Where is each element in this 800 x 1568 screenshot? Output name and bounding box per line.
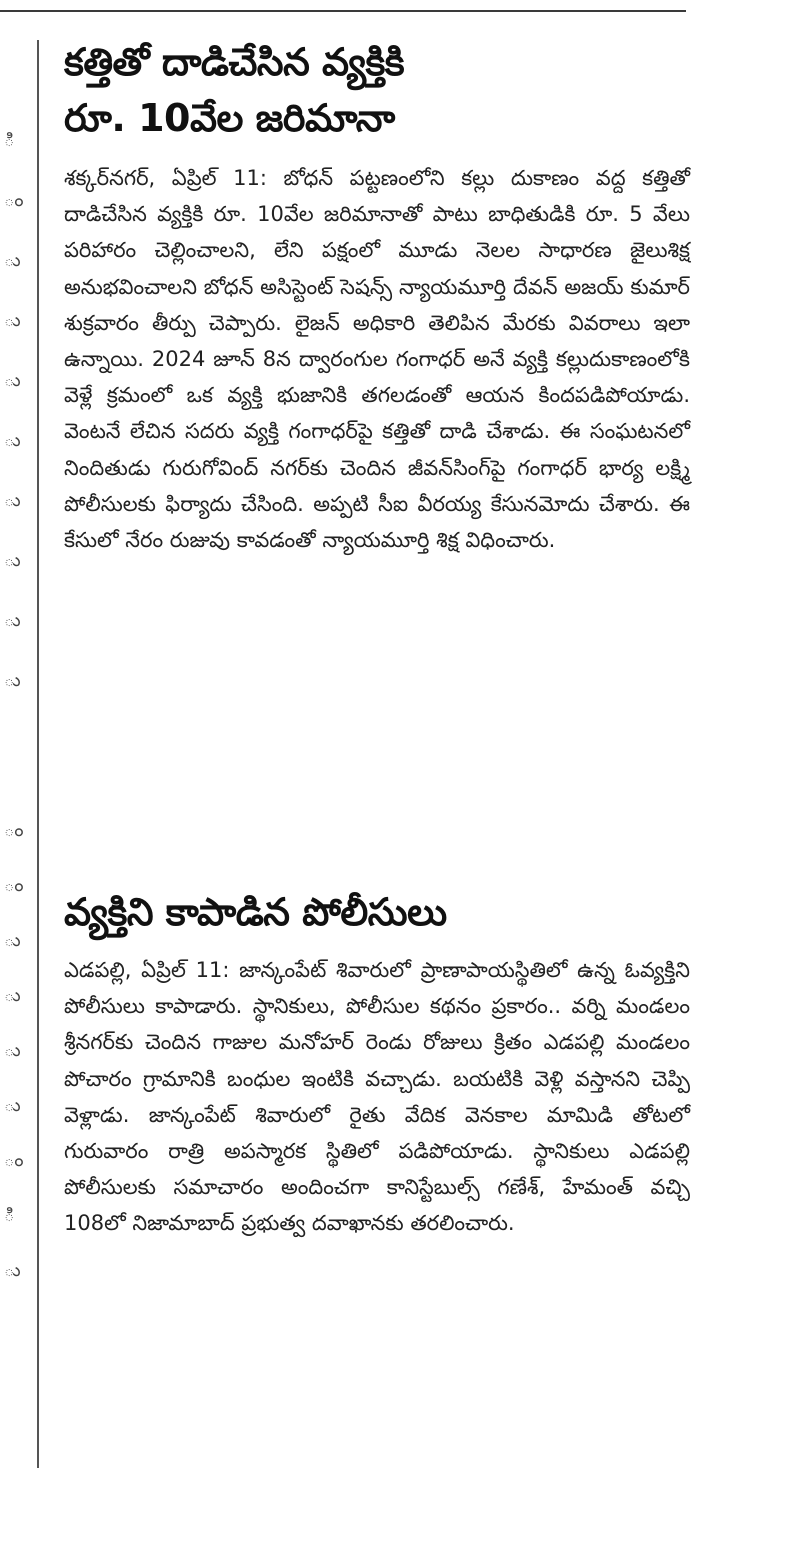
headline <box>64 34 690 146</box>
fragment-glyph: ి <box>4 130 15 151</box>
article-body: ఎడపల్లి, ఏప్రిల్ 11: జాన్కంపేట్ శివారులో ప్రాణాపాయస్థితిలో ఉన్న ఓవ్యక్తిని పోలీసులు కాపాడారు. స్థానికులు, పోలీసుల కథనం ప్రకారం.. వర్ని మండలం శ్రీనగర్‌కు చెందిన గాజుల మనోహర్ రెండు రోజులు క్రితం ఎడపల్లి మండలం పోచారం గ్రామానికి బంధుల ఇంటికి వచ్చాడు. బయటికి వెళ్లి వస్తానని చెప్పి వెళ్లాడు. జాన్కంపేట్ శివారులో రైతు వేదిక వెనకాల మామిడి తోటలో గురువారం రాత్రి అపస్మారక స్థితిలో పడిపోయాడు. స్థానికులు ఎడపల్లి పోలీసులకు సమాచారం అందించగా కానిస్టేబుల్స్ గణేశ్, హేమంత్ వచ్చి 108లో నిజామాబాద్ ప్రభుత్వ దవాఖానకు తరలించారు. <box>64 958 690 1236</box>
top-rule <box>0 10 686 12</box>
fragment-glyph: ు <box>4 430 21 451</box>
fragment-glyph: ు <box>4 550 21 571</box>
fragment-glyph: ు <box>4 250 21 271</box>
column-divider <box>37 40 39 1468</box>
fragment-glyph: ు <box>4 670 21 691</box>
fragment-glyph: ు <box>4 930 21 951</box>
fragment-glyph: ం <box>4 1150 24 1171</box>
adjacent-column-fragments <box>0 130 30 1430</box>
fragment-glyph: ు <box>4 1040 21 1061</box>
fragment-glyph: ు <box>4 1095 21 1116</box>
fragment-glyph: ు <box>4 490 21 511</box>
headline-line-1: కత్తితో దాడిచేసిన వ్యక్తికి <box>64 40 405 84</box>
article-body: శక్కర్‌నగర్, ఏప్రిల్ 11: బోధన్ పట్టణంలోని కల్లు దుకాణం వద్ద కత్తితో దాడిచేసిన వ్యక్తికి రూ. 10వేల జరిమానాతో పాటు బాధితుడికి రూ. 5 వేలు పరిహారం చెల్లించాలని, లేని పక్షంలో మూడు నెలల సాధారణ జైలుశిక్ష అనుభవించాలని బోధన్ అసిస్టెంట్ సెషన్స్ న్యాయమూర్తి దేవన్ అజయ్ కుమార్ శుక్రవారం తీర్పు చెప్పారు. లైజన్ అధికారి తెలిపిన మేరకు వివరాలు ఇలా ఉన్నాయి. 2024 జూన్ 8న ద్వారంగుల గంగాధర్ అనే వ్యక్తి కల్లుదుకాణంలోకి వెళ్లే క్రమంలో ఒక వ్యక్తి భుజానికి తగలడంతో ఆయన కిందపడిపోయాడు. వెంటనే లేచిన సదరు వ్యక్తి గంగాధర్‌పై కత్తితో దాడి చేశాడు. ఈ సంఘటనలో నిందితుడు గురుగోవింద్ నగర్‌కు చెందిన జీవన్‌సింగ్‌పై గంగాధర్ భార్య లక్ష్మి పోలీసులకు ఫిర్యాదు చేసింది. అప్పటి సీఐ వీరయ్య కేసునమోదు చేశారు. ఈ కేసులో నేరం రుజువు కావడంతో న్యాయమూర్తి శిక్ష విధించారు. <box>64 166 690 553</box>
article-fine-for-knife-attack <box>64 34 690 558</box>
fragment-glyph: ం <box>4 875 24 896</box>
fragment-glyph: ు <box>4 370 21 391</box>
headline: వ్యక్తిని కాపాడిన పోలీసులు <box>64 890 447 934</box>
fragment-glyph: ు <box>4 610 21 631</box>
fragment-glyph: ు <box>4 1260 21 1281</box>
article-police-rescue <box>64 884 690 1242</box>
fragment-glyph: ం <box>4 190 24 211</box>
fragment-glyph: ు <box>4 985 21 1006</box>
fragment-glyph: ు <box>4 310 21 331</box>
headline-line-2: రూ. 10వేల జరిమానా <box>64 96 395 140</box>
fragment-glyph: ం <box>4 820 24 841</box>
fragment-glyph: ి <box>4 1205 15 1226</box>
